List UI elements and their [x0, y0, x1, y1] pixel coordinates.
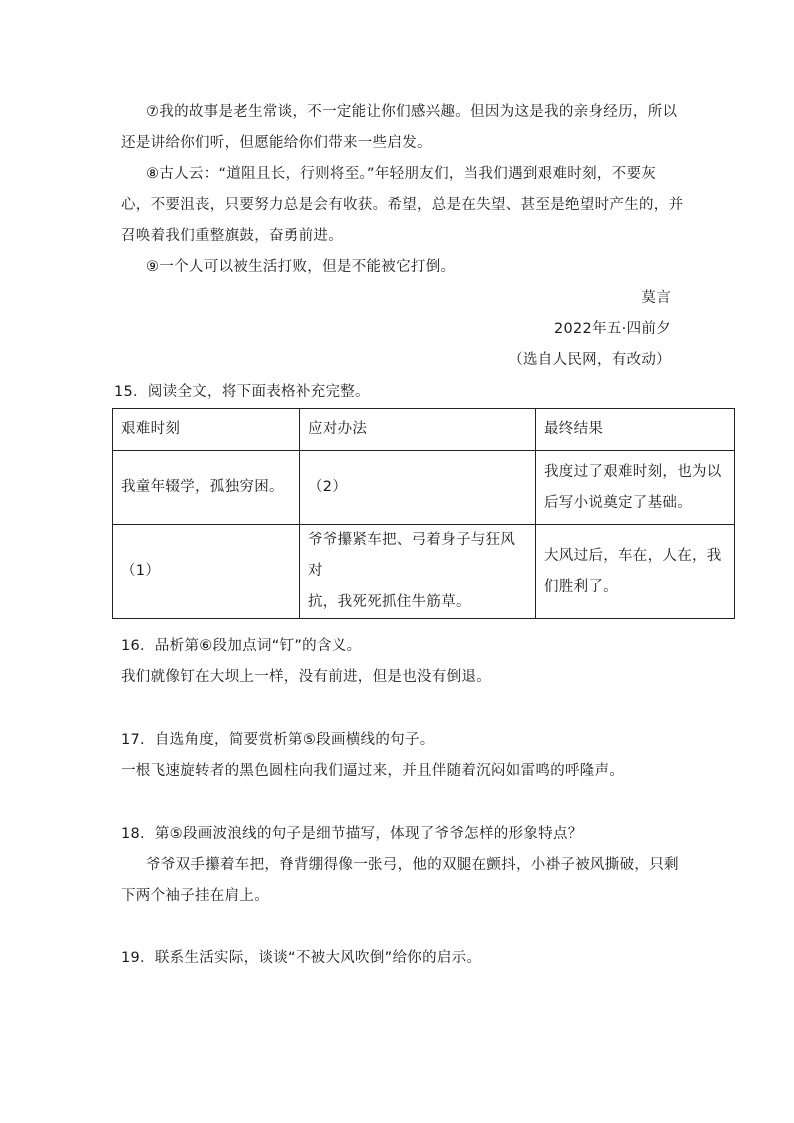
- row1-result-line-2: 后写小说奠定了基础。: [544, 494, 692, 511]
- paragraph-8-line-1: ⑧古人云：“道阻且长，行则将至。”年轻朋友们，当我们遇到艰难时刻，不要灰: [146, 166, 657, 182]
- paragraph-9: ⑨一个人可以被生活打败，但是不能被它打倒。: [146, 259, 456, 275]
- row2-method-line-1: 爷爷攥紧车把、弓着身子与狂风对: [308, 532, 516, 579]
- row2-result-line-1: 大风过后，车在，人在，我: [544, 547, 722, 564]
- question-15-prompt: 15．阅读全文，将下面表格补充完整。: [114, 384, 370, 400]
- row1-result: [536, 451, 735, 525]
- table-row: [113, 451, 735, 525]
- header-result: 最终结果: [536, 409, 735, 451]
- question-19-prompt: 19．联系生活实际，谈谈“不被大风吹倒”给你的启示。: [121, 950, 482, 966]
- author-name: 莫言: [641, 290, 671, 306]
- question-15-table: [112, 408, 735, 619]
- row2-method-line-2: 抗，我死死抓住牛筋草。: [308, 594, 471, 610]
- question-18-text-line-1: 爷爷双手攥着车把，脊背绷得像一张弓，他的双腿在颤抖，小褂子被风撕破，只剩: [146, 857, 679, 873]
- paragraph-8-line-3: 召唤着我们重整旗鼓，奋勇前进。: [121, 228, 343, 244]
- paragraph-8-line-2: 心，不要沮丧，只要努力总是会有收获。希望，总是在失望、甚至是绝望时产生的，并: [121, 197, 684, 213]
- question-18-prompt: 18．第⑤段画波浪线的句子是细节描写，体现了爷爷怎样的形象特点？: [121, 826, 583, 842]
- row2-method: [300, 525, 536, 619]
- row1-moment: 我童年辍学，孤独穷困。: [113, 451, 300, 525]
- row2-result-line-2: 们胜利了。: [544, 578, 618, 595]
- header-moment: 艰难时刻: [113, 409, 300, 451]
- table-row: [113, 525, 735, 619]
- question-18-text-line-2: 下两个袖子挂在肩上。: [121, 888, 269, 904]
- paragraph-7-line-1: ⑦我的故事是老生常谈，不一定能让你们感兴趣。但因为这是我的亲身经历，所以: [146, 104, 678, 120]
- question-17-text: 一根飞速旋转者的黑色圆柱向我们逼过来，并且伴随着沉闷如雷鸣的呼隆声。: [121, 763, 625, 779]
- question-16-prompt: 16．品析第⑥段加点词“钉”的含义。: [121, 638, 362, 654]
- row1-result-line-1: 我度过了艰难时刻，也为以: [544, 463, 722, 480]
- question-17-prompt: 17．自选角度，简要赏析第⑤段画横线的句子。: [121, 732, 435, 748]
- passage-source: （选自人民网，有改动）: [508, 352, 671, 368]
- row2-moment-blank: （1）: [113, 525, 300, 619]
- paragraph-7-line-2: 还是讲给你们听，但愿能给你们带来一些启发。: [121, 135, 432, 151]
- table-header-row: [113, 409, 735, 451]
- header-method: 应对办法: [300, 409, 536, 451]
- row1-method-blank: （2）: [300, 451, 536, 525]
- row2-result: [536, 525, 735, 619]
- question-16-text: 我们就像钉在大坝上一样，没有前进，但是也没有倒退。: [121, 669, 491, 685]
- passage-date: 2022年五·四前夕: [553, 321, 671, 337]
